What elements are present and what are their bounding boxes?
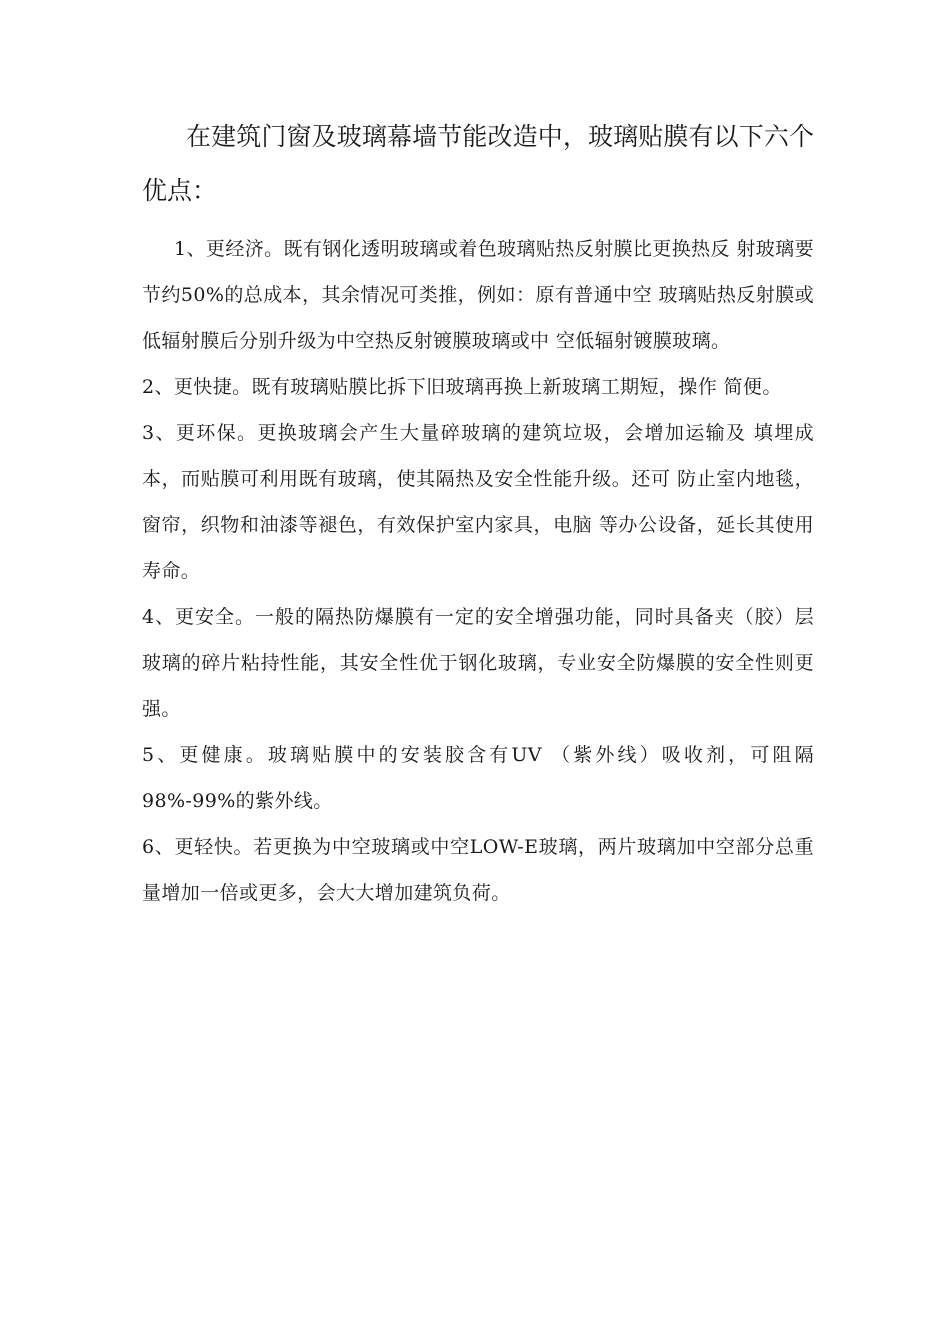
point-economical: 1、更经济。既有钢化透明玻璃或着色玻璃贴热反射膜比更换热反 射玻璃要节约50%的总成本，其余情况可类推，例如：原有普通中空 玻璃贴热反射膜或低辐射膜后分别升级为中空热反射镀膜玻璃或中 空低辐射镀膜玻璃。	[142, 238, 814, 352]
point-lightweight: 6、更轻快。若更换为中空玻璃或中空LOW-E玻璃，两片玻璃加中空部分总重量增加一倍或更多，会大大增加建筑负荷。	[142, 836, 814, 904]
point-fast: 2、更快捷。既有玻璃贴膜比拆下旧玻璃再换上新玻璃工期短，操作 简便。	[142, 376, 782, 398]
document-body	[142, 110, 814, 916]
intro-paragraph: 在建筑门窗及玻璃幕墙节能改造中，玻璃贴膜有以下六个优点：	[142, 122, 814, 205]
point-health: 5、更健康。玻璃贴膜中的安装胶含有UV （紫外线）吸收剂，可阻隔98%-99%的紫外线。	[142, 744, 814, 812]
point-eco-friendly: 3、更环保。更换玻璃会产生大量碎玻璃的建筑垃圾，会增加运输及 填埋成本，而贴膜可利用既有玻璃，使其隔热及安全性能升级。还可 防止室内地毯，窗帘，织物和油漆等褪色，有效保护室内家具，电脑 等办公设备，延长其使用寿命。	[142, 422, 814, 582]
point-safety: 4、更安全。一般的隔热防爆膜有一定的安全增强功能，同时具备夹（胶）层玻璃的碎片粘持性能，其安全性优于钢化玻璃，专业安全防爆膜的安全性则更强。	[142, 606, 814, 720]
